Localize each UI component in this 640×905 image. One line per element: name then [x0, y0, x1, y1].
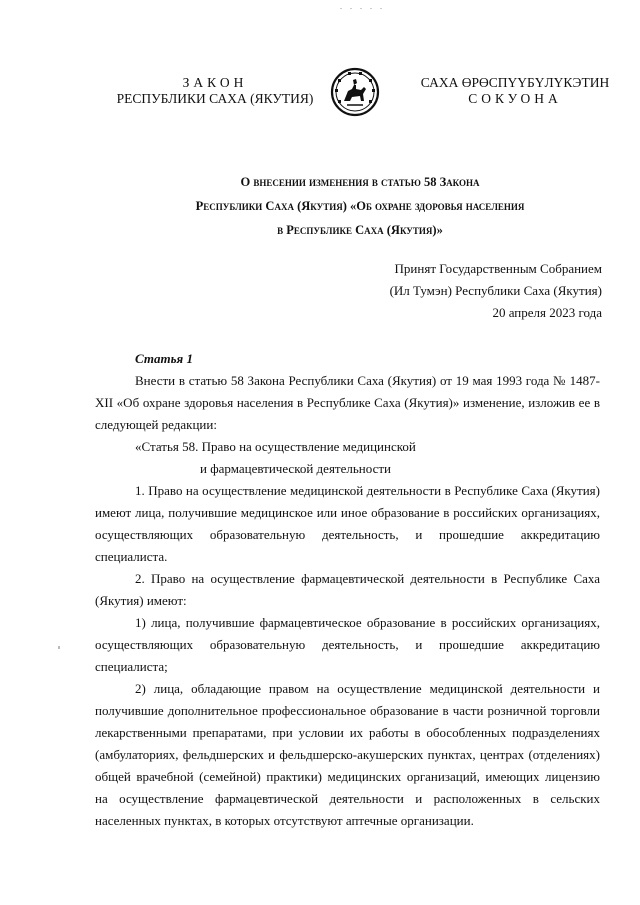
paragraph-intro: Внести в статью 58 Закона Республики Саха (Якутия) от 19 мая 1993 года № 1487-XII «Об охране здоровья населения в Республике Саха (Якутия)» изменение, изложив ее в следующей редакции: — [95, 373, 600, 432]
adoption-note-line2: (Ил Тумэн) Республики Саха (Якутия) — [389, 283, 602, 298]
article-58-title-line1: «Статья 58. Право на осуществление медицинской — [135, 439, 416, 454]
adoption-note-line1: Принят Государственным Собранием — [394, 261, 602, 276]
adoption-date: 20 апреля 2023 года — [492, 305, 602, 320]
paragraph-item-1: 1) лица, получившие фармацевтическое образование в российских организациях, осуществляющих образовательную деятельность, и прошедшие аккредитацию специалиста; — [95, 615, 600, 674]
header-right-line2: СОКУОНА — [468, 91, 562, 106]
header-right-line1: САХА ӨРӨСПҮҮБҮЛҮКЭТИН — [420, 75, 610, 90]
header-right — [410, 75, 620, 107]
republic-coat-of-arms-icon — [330, 67, 380, 117]
scan-artifact — [340, 8, 400, 10]
paragraph-item-2: 2) лица, обладающие правом на осуществление медицинской деятельности и получившие дополнительное профессиональное образование в части розничной торговли лекарственными препаратами, при условии их работы в обособленных подразделениях (амбулаториях, фельдшерских и фельдшерско-акушерских пунктах, центрах (отделениях) общей врачебной (семейной) практики) медицинских организаций, имеющих лицензию на осуществление фармацевтической деятельности и расположенных в сельских населенных пунктах, в которых отсутствуют аптечные организации. — [95, 681, 600, 828]
scan-artifact — [58, 646, 60, 649]
header-left-line1: ЗАКОН — [182, 75, 248, 90]
law-title-line3: в Республике Саха (Якутия)» — [277, 223, 443, 237]
paragraph-pharma-right: 2. Право на осуществление фармацевтической деятельности в Республике Саха (Якутия) имеют: — [95, 571, 600, 608]
header-left — [100, 75, 330, 107]
law-title — [80, 170, 640, 242]
header-left-line2: РЕСПУБЛИКИ САХА (ЯКУТИЯ) — [116, 91, 314, 106]
adoption-note — [272, 258, 602, 324]
paragraph-medical-right: 1. Право на осуществление медицинской деятельности в Республике Саха (Якутия) имеют лица, получившие медицинское или иное образование в российских организациях, осуществляющих образовательную деятельность, и прошедшие аккредитацию специалиста. — [95, 483, 600, 564]
law-body — [95, 348, 600, 832]
law-title-line2: Республики Саха (Якутия) «Об охране здоровья населения — [195, 199, 525, 213]
law-title-line1: О внесении изменения в статью 58 Закона — [240, 175, 480, 189]
article-58-title-line2: и фармацевтической деятельности — [200, 461, 391, 476]
article-heading: Статья 1 — [135, 351, 193, 366]
